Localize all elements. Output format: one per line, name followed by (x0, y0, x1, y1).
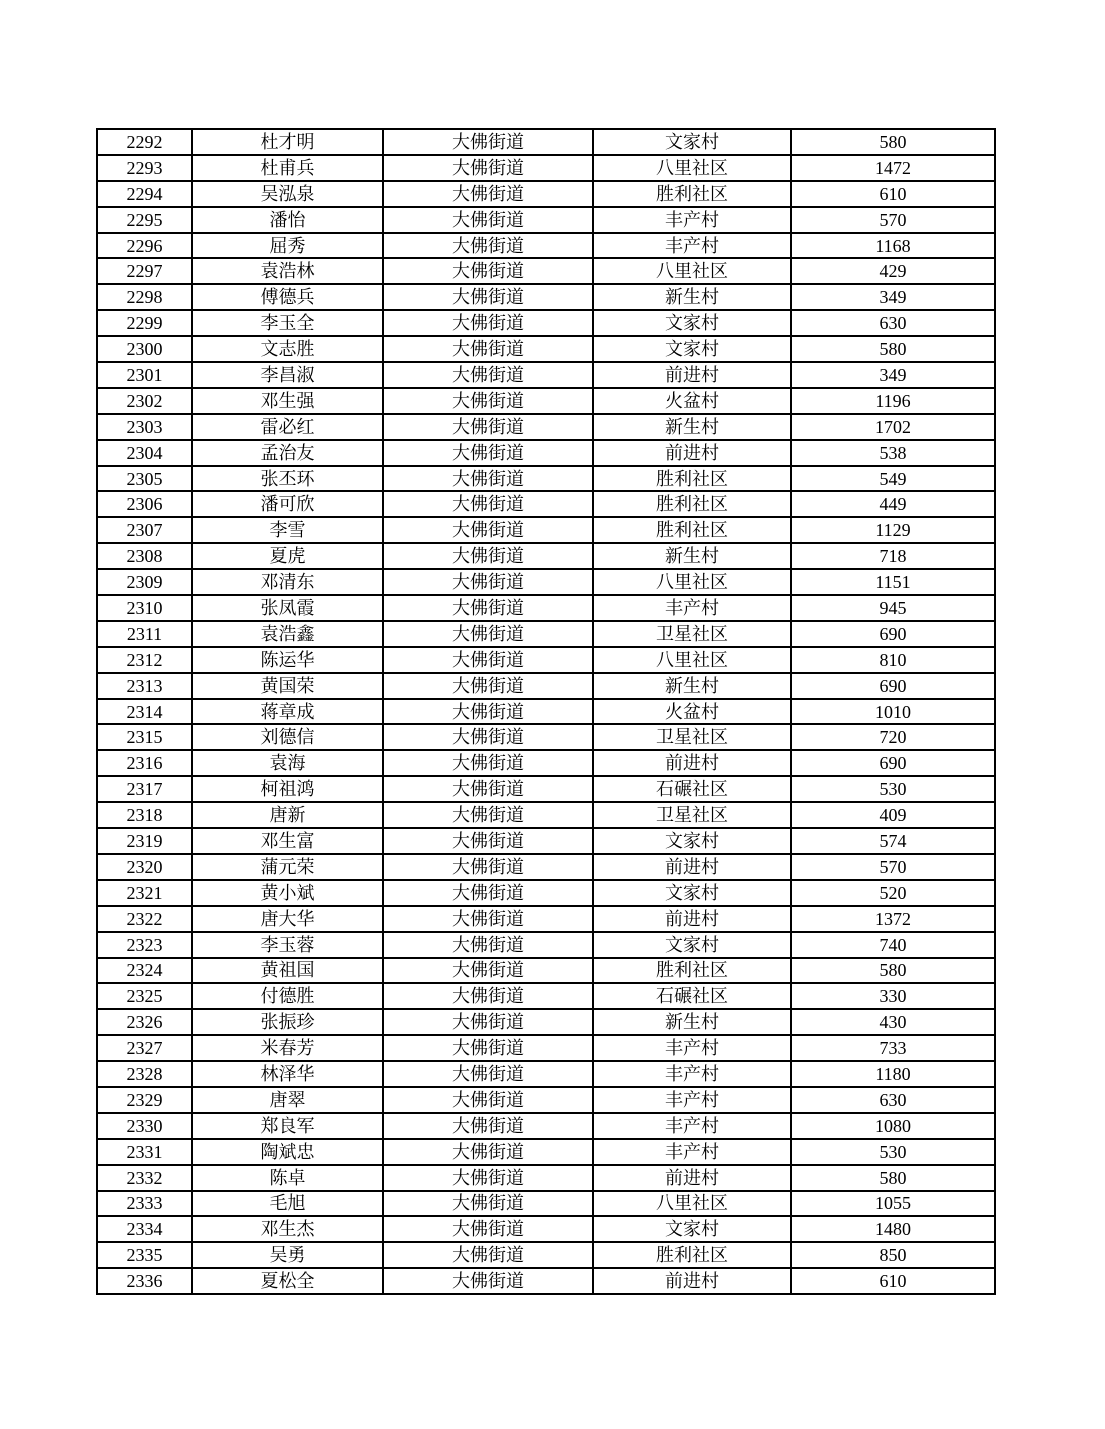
street-cell: 大佛街道 (383, 673, 593, 699)
person-name-cell: 杜甫兵 (192, 155, 383, 181)
table-row (97, 983, 995, 1009)
village-cell: 文家村 (593, 932, 791, 958)
table-row (97, 1009, 995, 1035)
amount-cell: 1151 (791, 569, 995, 595)
amount-cell: 945 (791, 595, 995, 621)
serial-number-cell: 2308 (97, 543, 192, 569)
amount-cell: 1472 (791, 155, 995, 181)
serial-number-cell: 2318 (97, 802, 192, 828)
street-cell: 大佛街道 (383, 1139, 593, 1165)
street-cell: 大佛街道 (383, 181, 593, 207)
serial-number-cell: 2317 (97, 776, 192, 802)
person-name-cell: 黄国荣 (192, 673, 383, 699)
person-name-cell: 刘德信 (192, 724, 383, 750)
amount-cell: 630 (791, 1087, 995, 1113)
table-row (97, 776, 995, 802)
serial-number-cell: 2302 (97, 388, 192, 414)
person-name-cell: 袁海 (192, 750, 383, 776)
serial-number-cell: 2323 (97, 932, 192, 958)
table-row (97, 129, 995, 155)
amount-cell: 1129 (791, 517, 995, 543)
serial-number-cell: 2326 (97, 1009, 192, 1035)
street-cell: 大佛街道 (383, 388, 593, 414)
table-row (97, 388, 995, 414)
table-row (97, 854, 995, 880)
street-cell: 大佛街道 (383, 336, 593, 362)
village-cell: 八里社区 (593, 569, 791, 595)
records-table-body (97, 129, 995, 1294)
amount-cell: 349 (791, 284, 995, 310)
person-name-cell: 傅德兵 (192, 284, 383, 310)
village-cell: 八里社区 (593, 647, 791, 673)
person-name-cell: 李玉全 (192, 310, 383, 336)
amount-cell: 690 (791, 621, 995, 647)
table-row (97, 828, 995, 854)
village-cell: 八里社区 (593, 155, 791, 181)
table-row (97, 906, 995, 932)
street-cell: 大佛街道 (383, 647, 593, 673)
person-name-cell: 郑良军 (192, 1113, 383, 1139)
serial-number-cell: 2309 (97, 569, 192, 595)
village-cell: 新生村 (593, 284, 791, 310)
table-row (97, 440, 995, 466)
serial-number-cell: 2301 (97, 362, 192, 388)
serial-number-cell: 2325 (97, 983, 192, 1009)
table-row (97, 491, 995, 517)
amount-cell: 720 (791, 724, 995, 750)
amount-cell: 570 (791, 207, 995, 233)
village-cell: 胜利社区 (593, 958, 791, 984)
person-name-cell: 潘可欣 (192, 491, 383, 517)
village-cell: 胜利社区 (593, 517, 791, 543)
street-cell: 大佛街道 (383, 621, 593, 647)
amount-cell: 1055 (791, 1191, 995, 1217)
serial-number-cell: 2294 (97, 181, 192, 207)
table-row (97, 958, 995, 984)
serial-number-cell: 2316 (97, 750, 192, 776)
street-cell: 大佛街道 (383, 595, 593, 621)
person-name-cell: 夏松全 (192, 1268, 383, 1294)
serial-number-cell: 2312 (97, 647, 192, 673)
table-row (97, 362, 995, 388)
amount-cell: 430 (791, 1009, 995, 1035)
table-row (97, 1165, 995, 1191)
street-cell: 大佛街道 (383, 776, 593, 802)
amount-cell: 690 (791, 750, 995, 776)
person-name-cell: 陈运华 (192, 647, 383, 673)
amount-cell: 580 (791, 129, 995, 155)
serial-number-cell: 2329 (97, 1087, 192, 1113)
person-name-cell: 张振珍 (192, 1009, 383, 1035)
village-cell: 前进村 (593, 1165, 791, 1191)
serial-number-cell: 2292 (97, 129, 192, 155)
person-name-cell: 米春芳 (192, 1035, 383, 1061)
street-cell: 大佛街道 (383, 1268, 593, 1294)
person-name-cell: 邓生杰 (192, 1216, 383, 1242)
street-cell: 大佛街道 (383, 414, 593, 440)
person-name-cell: 黄小斌 (192, 880, 383, 906)
serial-number-cell: 2293 (97, 155, 192, 181)
person-name-cell: 屈秀 (192, 233, 383, 259)
street-cell: 大佛街道 (383, 1216, 593, 1242)
serial-number-cell: 2305 (97, 466, 192, 492)
village-cell: 前进村 (593, 1268, 791, 1294)
person-name-cell: 雷必红 (192, 414, 383, 440)
village-cell: 石碾社区 (593, 983, 791, 1009)
person-name-cell: 吴泓泉 (192, 181, 383, 207)
street-cell: 大佛街道 (383, 983, 593, 1009)
table-row (97, 207, 995, 233)
person-name-cell: 蒲元荣 (192, 854, 383, 880)
village-cell: 新生村 (593, 673, 791, 699)
amount-cell: 850 (791, 1242, 995, 1268)
amount-cell: 740 (791, 932, 995, 958)
street-cell: 大佛街道 (383, 906, 593, 932)
amount-cell: 570 (791, 854, 995, 880)
village-cell: 新生村 (593, 543, 791, 569)
street-cell: 大佛街道 (383, 854, 593, 880)
table-row (97, 1268, 995, 1294)
serial-number-cell: 2300 (97, 336, 192, 362)
street-cell: 大佛街道 (383, 1242, 593, 1268)
street-cell: 大佛街道 (383, 284, 593, 310)
amount-cell: 1180 (791, 1061, 995, 1087)
village-cell: 文家村 (593, 336, 791, 362)
amount-cell: 610 (791, 181, 995, 207)
person-name-cell: 袁浩林 (192, 258, 383, 284)
serial-number-cell: 2310 (97, 595, 192, 621)
serial-number-cell: 2333 (97, 1191, 192, 1217)
person-name-cell: 张凤霞 (192, 595, 383, 621)
village-cell: 丰产村 (593, 1139, 791, 1165)
table-row (97, 414, 995, 440)
amount-cell: 530 (791, 1139, 995, 1165)
person-name-cell: 唐大华 (192, 906, 383, 932)
serial-number-cell: 2295 (97, 207, 192, 233)
street-cell: 大佛街道 (383, 155, 593, 181)
village-cell: 胜利社区 (593, 466, 791, 492)
table-row (97, 802, 995, 828)
village-cell: 火盆村 (593, 388, 791, 414)
village-cell: 胜利社区 (593, 1242, 791, 1268)
table-row (97, 336, 995, 362)
serial-number-cell: 2311 (97, 621, 192, 647)
table-row (97, 155, 995, 181)
table-row (97, 1061, 995, 1087)
street-cell: 大佛街道 (383, 517, 593, 543)
village-cell: 前进村 (593, 750, 791, 776)
street-cell: 大佛街道 (383, 1087, 593, 1113)
amount-cell: 538 (791, 440, 995, 466)
table-row (97, 673, 995, 699)
table-row (97, 1035, 995, 1061)
person-name-cell: 杜才明 (192, 129, 383, 155)
table-row (97, 1191, 995, 1217)
village-cell: 文家村 (593, 129, 791, 155)
amount-cell: 1168 (791, 233, 995, 259)
person-name-cell: 陈卓 (192, 1165, 383, 1191)
amount-cell: 449 (791, 491, 995, 517)
table-row (97, 1139, 995, 1165)
village-cell: 文家村 (593, 1216, 791, 1242)
serial-number-cell: 2335 (97, 1242, 192, 1268)
amount-cell: 409 (791, 802, 995, 828)
person-name-cell: 潘怡 (192, 207, 383, 233)
serial-number-cell: 2332 (97, 1165, 192, 1191)
serial-number-cell: 2314 (97, 699, 192, 725)
village-cell: 胜利社区 (593, 491, 791, 517)
street-cell: 大佛街道 (383, 491, 593, 517)
village-cell: 丰产村 (593, 1035, 791, 1061)
village-cell: 丰产村 (593, 207, 791, 233)
amount-cell: 530 (791, 776, 995, 802)
serial-number-cell: 2331 (97, 1139, 192, 1165)
amount-cell: 1480 (791, 1216, 995, 1242)
amount-cell: 1196 (791, 388, 995, 414)
street-cell: 大佛街道 (383, 802, 593, 828)
amount-cell: 718 (791, 543, 995, 569)
table-row (97, 181, 995, 207)
serial-number-cell: 2313 (97, 673, 192, 699)
village-cell: 文家村 (593, 828, 791, 854)
serial-number-cell: 2327 (97, 1035, 192, 1061)
serial-number-cell: 2296 (97, 233, 192, 259)
serial-number-cell: 2320 (97, 854, 192, 880)
serial-number-cell: 2298 (97, 284, 192, 310)
serial-number-cell: 2328 (97, 1061, 192, 1087)
person-name-cell: 邓生强 (192, 388, 383, 414)
amount-cell: 574 (791, 828, 995, 854)
person-name-cell: 袁浩鑫 (192, 621, 383, 647)
table-row (97, 310, 995, 336)
village-cell: 丰产村 (593, 1113, 791, 1139)
table-row (97, 466, 995, 492)
person-name-cell: 林泽华 (192, 1061, 383, 1087)
serial-number-cell: 2297 (97, 258, 192, 284)
table-row (97, 258, 995, 284)
person-name-cell: 吴勇 (192, 1242, 383, 1268)
street-cell: 大佛街道 (383, 932, 593, 958)
person-name-cell: 李雪 (192, 517, 383, 543)
serial-number-cell: 2334 (97, 1216, 192, 1242)
street-cell: 大佛街道 (383, 750, 593, 776)
table-row (97, 932, 995, 958)
amount-cell: 330 (791, 983, 995, 1009)
table-row (97, 699, 995, 725)
village-cell: 前进村 (593, 440, 791, 466)
table-row (97, 569, 995, 595)
village-cell: 火盆村 (593, 699, 791, 725)
table-row (97, 595, 995, 621)
street-cell: 大佛街道 (383, 828, 593, 854)
village-cell: 新生村 (593, 414, 791, 440)
person-name-cell: 黄祖国 (192, 958, 383, 984)
person-name-cell: 柯祖鸿 (192, 776, 383, 802)
village-cell: 文家村 (593, 880, 791, 906)
village-cell: 卫星社区 (593, 724, 791, 750)
table-row (97, 647, 995, 673)
person-name-cell: 唐新 (192, 802, 383, 828)
serial-number-cell: 2303 (97, 414, 192, 440)
records-table (96, 128, 996, 1295)
village-cell: 胜利社区 (593, 181, 791, 207)
table-row (97, 880, 995, 906)
person-name-cell: 李玉蓉 (192, 932, 383, 958)
table-row (97, 750, 995, 776)
person-name-cell: 孟治友 (192, 440, 383, 466)
person-name-cell: 文志胜 (192, 336, 383, 362)
amount-cell: 429 (791, 258, 995, 284)
village-cell: 文家村 (593, 310, 791, 336)
table-row (97, 724, 995, 750)
table-row (97, 1242, 995, 1268)
street-cell: 大佛街道 (383, 724, 593, 750)
amount-cell: 1372 (791, 906, 995, 932)
amount-cell: 810 (791, 647, 995, 673)
amount-cell: 610 (791, 1268, 995, 1294)
street-cell: 大佛街道 (383, 1009, 593, 1035)
village-cell: 八里社区 (593, 258, 791, 284)
table-row (97, 1216, 995, 1242)
person-name-cell: 邓生富 (192, 828, 383, 854)
person-name-cell: 蒋章成 (192, 699, 383, 725)
person-name-cell: 付德胜 (192, 983, 383, 1009)
amount-cell: 1702 (791, 414, 995, 440)
street-cell: 大佛街道 (383, 880, 593, 906)
village-cell: 丰产村 (593, 1087, 791, 1113)
amount-cell: 580 (791, 336, 995, 362)
street-cell: 大佛街道 (383, 1165, 593, 1191)
serial-number-cell: 2322 (97, 906, 192, 932)
person-name-cell: 李昌淑 (192, 362, 383, 388)
amount-cell: 733 (791, 1035, 995, 1061)
village-cell: 丰产村 (593, 233, 791, 259)
amount-cell: 1010 (791, 699, 995, 725)
person-name-cell: 唐翠 (192, 1087, 383, 1113)
street-cell: 大佛街道 (383, 699, 593, 725)
serial-number-cell: 2315 (97, 724, 192, 750)
table-row (97, 621, 995, 647)
street-cell: 大佛街道 (383, 958, 593, 984)
serial-number-cell: 2304 (97, 440, 192, 466)
street-cell: 大佛街道 (383, 233, 593, 259)
street-cell: 大佛街道 (383, 362, 593, 388)
village-cell: 卫星社区 (593, 802, 791, 828)
amount-cell: 580 (791, 958, 995, 984)
village-cell: 新生村 (593, 1009, 791, 1035)
table-row (97, 543, 995, 569)
serial-number-cell: 2324 (97, 958, 192, 984)
village-cell: 石碾社区 (593, 776, 791, 802)
serial-number-cell: 2307 (97, 517, 192, 543)
person-name-cell: 夏虎 (192, 543, 383, 569)
serial-number-cell: 2306 (97, 491, 192, 517)
person-name-cell: 陶斌忠 (192, 1139, 383, 1165)
person-name-cell: 张丕环 (192, 466, 383, 492)
amount-cell: 1080 (791, 1113, 995, 1139)
street-cell: 大佛街道 (383, 1035, 593, 1061)
table-row (97, 1087, 995, 1113)
table-row (97, 517, 995, 543)
street-cell: 大佛街道 (383, 543, 593, 569)
village-cell: 前进村 (593, 906, 791, 932)
street-cell: 大佛街道 (383, 1191, 593, 1217)
table-row (97, 233, 995, 259)
street-cell: 大佛街道 (383, 129, 593, 155)
amount-cell: 349 (791, 362, 995, 388)
person-name-cell: 毛旭 (192, 1191, 383, 1217)
street-cell: 大佛街道 (383, 1061, 593, 1087)
village-cell: 八里社区 (593, 1191, 791, 1217)
street-cell: 大佛街道 (383, 310, 593, 336)
amount-cell: 580 (791, 1165, 995, 1191)
serial-number-cell: 2321 (97, 880, 192, 906)
village-cell: 丰产村 (593, 595, 791, 621)
village-cell: 前进村 (593, 362, 791, 388)
serial-number-cell: 2299 (97, 310, 192, 336)
person-name-cell: 邓清东 (192, 569, 383, 595)
serial-number-cell: 2330 (97, 1113, 192, 1139)
amount-cell: 630 (791, 310, 995, 336)
serial-number-cell: 2336 (97, 1268, 192, 1294)
street-cell: 大佛街道 (383, 466, 593, 492)
street-cell: 大佛街道 (383, 569, 593, 595)
village-cell: 卫星社区 (593, 621, 791, 647)
street-cell: 大佛街道 (383, 207, 593, 233)
street-cell: 大佛街道 (383, 440, 593, 466)
village-cell: 前进村 (593, 854, 791, 880)
amount-cell: 690 (791, 673, 995, 699)
table-row (97, 1113, 995, 1139)
amount-cell: 520 (791, 880, 995, 906)
serial-number-cell: 2319 (97, 828, 192, 854)
village-cell: 丰产村 (593, 1061, 791, 1087)
street-cell: 大佛街道 (383, 1113, 593, 1139)
amount-cell: 549 (791, 466, 995, 492)
street-cell: 大佛街道 (383, 258, 593, 284)
table-row (97, 284, 995, 310)
